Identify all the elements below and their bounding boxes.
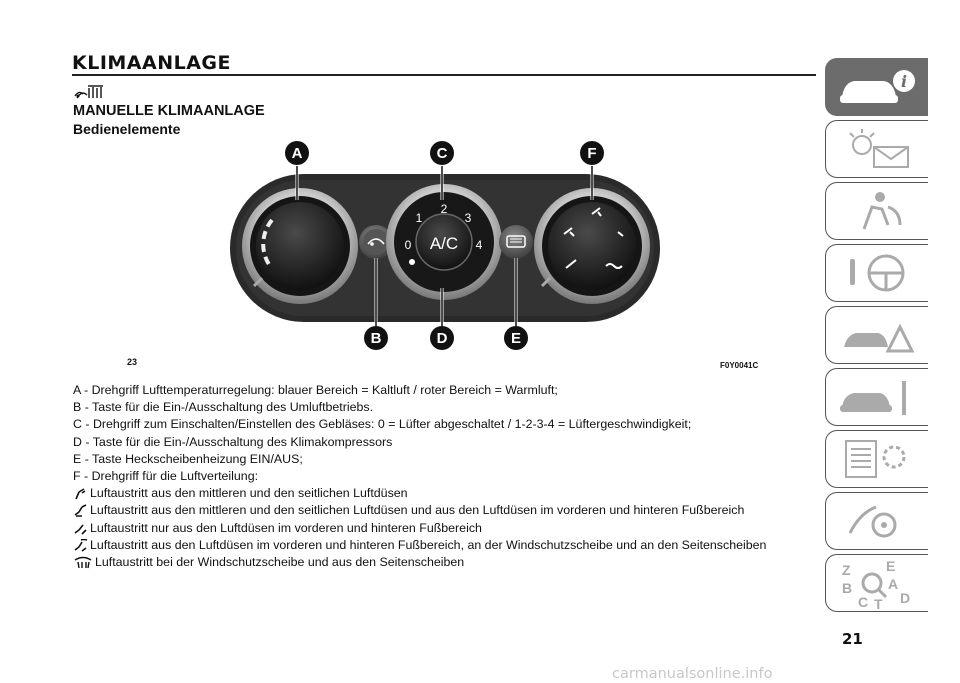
callout-c: C — [436, 145, 448, 162]
callout-a: A — [291, 145, 303, 162]
fan-speed-2: 2 — [440, 202, 448, 216]
tab-technical-data[interactable] — [825, 430, 928, 488]
temperature-dial — [242, 188, 358, 304]
fan-speed-0: 0 — [404, 238, 412, 252]
page-number: 21 — [842, 630, 863, 648]
legend-item: F - Drehgriff für die Luftverteilung: — [73, 468, 259, 483]
emergency-icon — [834, 311, 920, 361]
tab-maintenance[interactable] — [825, 368, 928, 426]
callout-d: D — [436, 330, 448, 347]
defrost-icon — [73, 556, 93, 569]
feet-windscreen-vent-icon — [73, 539, 88, 552]
tab-multimedia[interactable] — [825, 492, 928, 550]
callout-e: E — [510, 330, 522, 347]
car-maintenance-icon — [834, 373, 920, 423]
tab-emergency[interactable] — [825, 306, 928, 364]
legend-item: B - Taste für die Ein-/Ausschaltung des Umluftbetriebs. — [73, 400, 374, 415]
legend-item: E - Taste Heckscheibenheizung EIN/AUS; — [73, 451, 303, 466]
tab-car-info[interactable] — [825, 58, 928, 116]
warning-lights-icon — [834, 125, 920, 175]
distribution-item: Luftaustritt bei der Windschutzscheibe und aus den Seitenscheiben — [73, 554, 813, 571]
legend-item: C - Drehgriff zum Einschalten/Einstellen des Gebläses: 0 = Lüfter abgeschaltet / 1-2-3-4 = Lüftergeschwindigkeit; — [73, 417, 692, 432]
legend-item: D - Taste für die Ein-/Ausschaltung des Klimakompressors — [73, 434, 393, 449]
subsection-title: MANUELLE KLIMAANLAGE — [73, 103, 265, 119]
svg-text:B: B — [842, 580, 853, 596]
distribution-item: Luftaustritt aus den mittleren und den seitlichen Luftdüsen — [73, 485, 813, 502]
air-distribution-dial — [534, 188, 650, 304]
alphabetical-index-icon — [834, 559, 920, 609]
face-feet-vent-icon — [73, 504, 88, 517]
fan-speed-3: 3 — [464, 211, 472, 225]
svg-text:D: D — [900, 590, 911, 606]
section-title: KLIMAANLAGE — [72, 52, 232, 74]
tab-warning-lights[interactable] — [825, 120, 928, 178]
callout-b: B — [370, 330, 382, 347]
feet-vent-icon — [73, 522, 88, 535]
tab-safety[interactable] — [825, 182, 928, 240]
svg-text:C: C — [858, 594, 869, 609]
legend-item: A - Drehgriff Lufttemperaturregelung: blauer Bereich = Kaltluft / roter Bereich = Warmluft; — [73, 383, 558, 397]
callout-f: F — [587, 145, 597, 162]
rear-defrost-button — [499, 225, 533, 259]
technical-data-icon — [834, 435, 920, 485]
fan-speed-4: 4 — [475, 238, 483, 252]
distribution-item: Luftaustritt nur aus den Luftdüsen im vorderen und hinteren Fußbereich — [73, 520, 813, 537]
climate-control-panel-figure — [226, 138, 666, 356]
svg-text:E: E — [886, 559, 896, 574]
title-divider — [72, 74, 816, 76]
distribution-item: Luftaustritt aus den mittleren und den seitlichen Luftdüsen und aus den Luftdüsen im vorderen und hinteren Fußbereich — [73, 502, 813, 519]
fan-icon — [409, 259, 415, 265]
car-info-icon — [834, 63, 920, 113]
figure-number: 23 — [127, 357, 138, 367]
airbag-seat-icon — [834, 187, 920, 237]
ac-label: A/C — [429, 234, 459, 253]
distribution-item: Luftaustritt aus den Luftdüsen im vorderen und hinteren Fußbereich, an der Windschutzscheibe und an den Seitenscheiben — [73, 537, 813, 554]
steering-wheel-icon — [834, 249, 920, 299]
multimedia-icon — [834, 497, 920, 547]
svg-text:A: A — [888, 576, 899, 592]
subsection-subtitle: Bedienelemente — [73, 121, 181, 137]
watermark: carmanualsonline.info — [612, 666, 773, 682]
fan-speed-dial — [386, 184, 502, 300]
fan-speed-1: 1 — [415, 211, 423, 225]
svg-text:Z: Z — [842, 562, 851, 578]
svg-text:i: i — [900, 72, 908, 91]
legend — [73, 382, 813, 571]
svg-text:T: T — [874, 596, 883, 609]
face-vent-icon — [73, 487, 88, 500]
figure-code: F0Y0041C — [720, 361, 759, 370]
climate-control-icon — [73, 84, 105, 100]
tab-driving[interactable] — [825, 244, 928, 302]
tab-index[interactable] — [825, 554, 928, 612]
